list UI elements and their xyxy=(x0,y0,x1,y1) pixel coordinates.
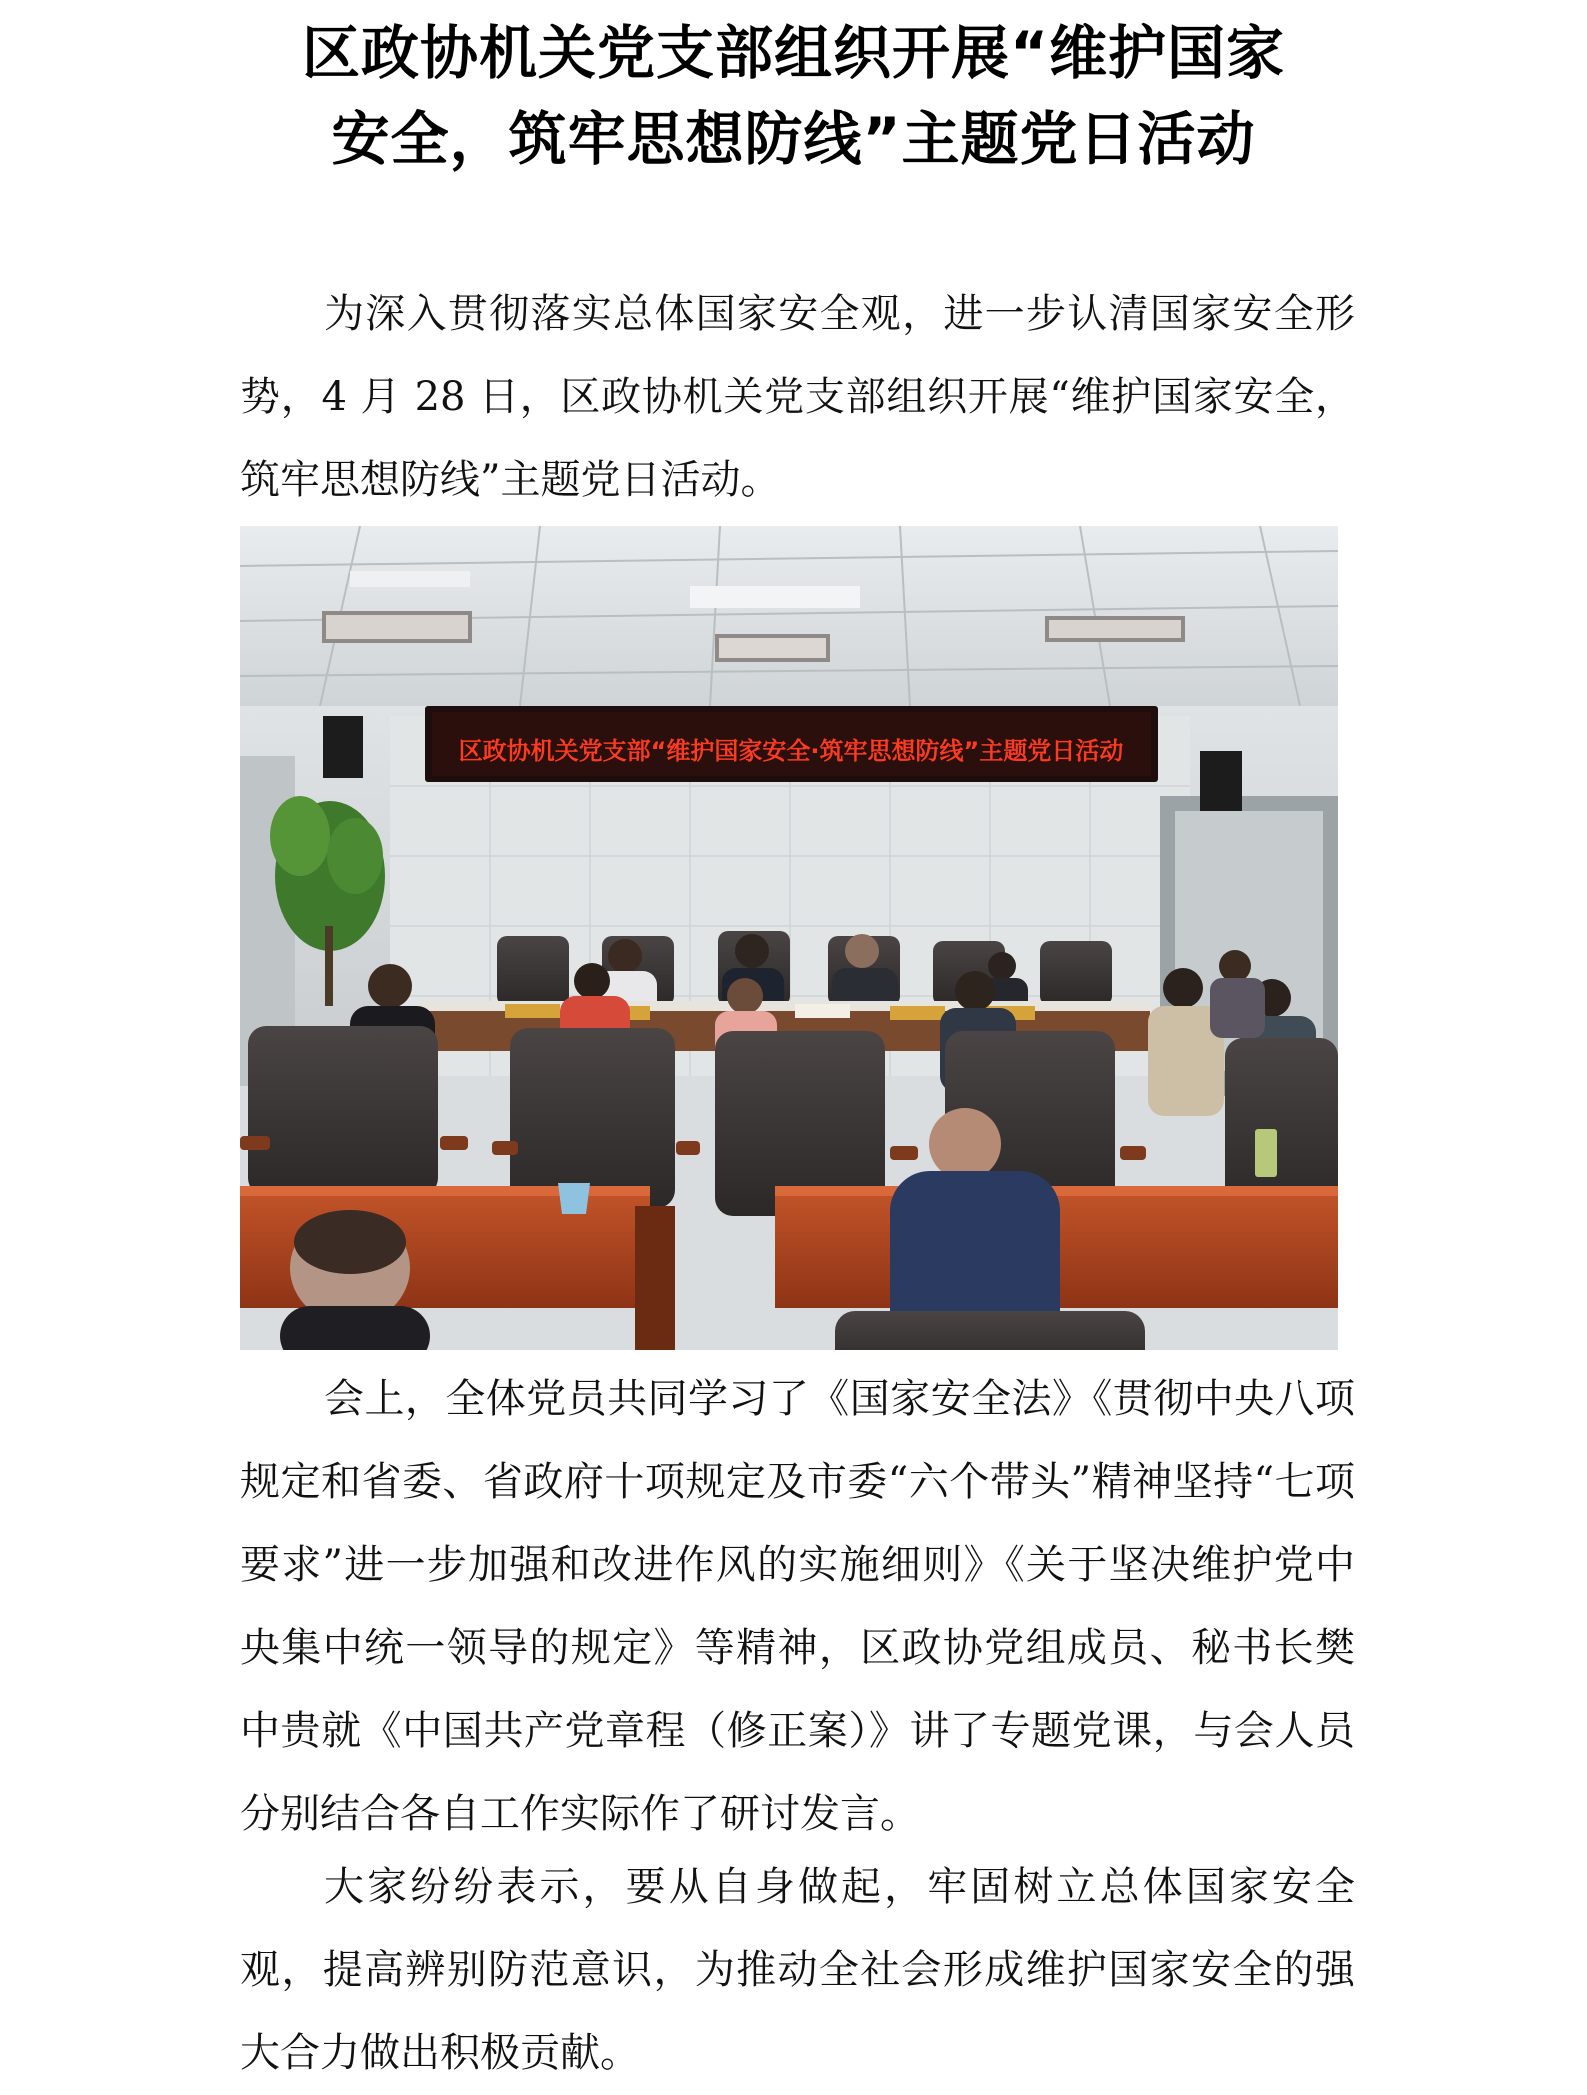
left-speaker xyxy=(323,716,363,778)
paper-cup xyxy=(558,1183,590,1214)
tea-glass xyxy=(1255,1129,1277,1177)
title-line-1: 区政协机关党支部组织开展“维护国家 xyxy=(301,19,1286,87)
meeting-photo xyxy=(240,526,1338,1350)
title-line-2: 安全，筑牢思想防线”主题党日活动 xyxy=(331,105,1256,173)
right-speaker xyxy=(1200,751,1242,811)
paragraph-conclusion: 大家纷纷表示，要从自身做起，牢固树立总体国家安全观，提高辨别防范意识，为推动全社会形成维护国家安全的强大合力做出积极贡献。 xyxy=(240,1864,1355,2076)
paragraph-intro: 为深入贯彻落实总体国家安全观，进一步认清国家安全形势，4 月 28 日，区政协机关党支部组织开展“维护国家安全，筑牢思想防线”主题党日活动。 xyxy=(240,291,1355,503)
foreground-chair xyxy=(835,1311,1145,1350)
led-banner-text: 区政协机关党支部“维护国家安全·筑牢思想防线”主题党日活动 xyxy=(458,737,1124,765)
article-title xyxy=(200,10,1387,182)
paragraph-meeting: 会上，全体党员共同学习了《国家安全法》《贯彻中央八项规定和省委、省政府十项规定及市委“六个带头”精神坚持“七项要求”进一步加强和改进作风的实施细则》《关于坚决维护党中央集中统一领导的规定》等精神，区政协党组成员、秘书长樊中贵就《中国共产党章程（修正案）》讲了专题党课，与会人员分别结合各自工作实际作了研讨发言。 xyxy=(240,1376,1355,1837)
